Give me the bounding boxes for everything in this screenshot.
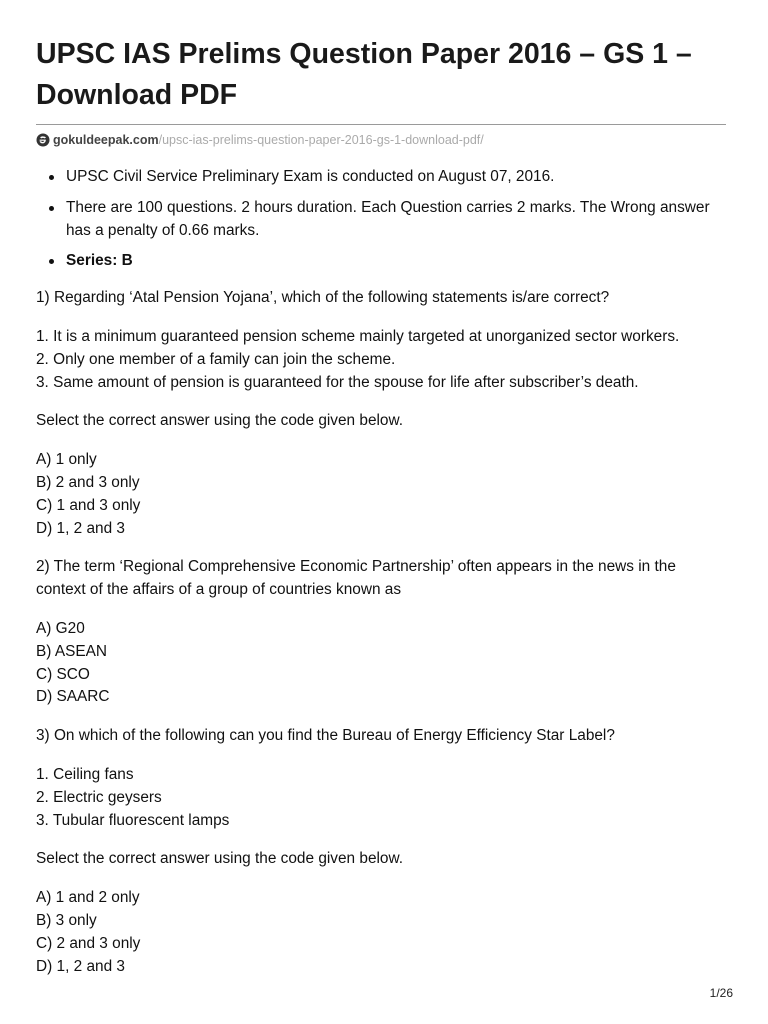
option: A) 1 and 2 only [36, 889, 140, 907]
statement: 2. Only one member of a family can join the scheme. [36, 350, 396, 368]
option: A) 1 only [36, 451, 97, 469]
question-2-options [36, 618, 726, 709]
source-path[interactable]: /upsc-ias-prelims-question-paper-2016-gs-1-download-pdf/ [158, 133, 484, 147]
statement: 1. Ceiling fans [36, 765, 134, 783]
title-line-2: Download PDF [36, 79, 238, 111]
exam-info-list [36, 166, 726, 273]
option: B) 2 and 3 only [36, 473, 140, 491]
question-1-prompt: 1) Regarding ‘Atal Pension Yojana’, which of the following statements is/are correct? [36, 289, 610, 307]
statement: 1. It is a minimum guaranteed pension scheme mainly targeted at unorganized sector workers. [36, 327, 680, 345]
source-url [36, 124, 726, 148]
question-3-prompt: 3) On which of the following can you find the Bureau of Energy Efficiency Star Label? [36, 727, 615, 745]
question-1-options [36, 449, 726, 540]
title-line-1: UPSC IAS Prelims Question Paper 2016 – GS 1 – [36, 38, 692, 70]
question-3-instruction: Select the correct answer using the code given below. [36, 850, 404, 868]
option: A) G20 [36, 619, 85, 637]
option: C) 1 and 3 only [36, 496, 141, 514]
globe-icon [36, 133, 50, 147]
source-domain[interactable]: gokuldeepak.com [53, 133, 159, 147]
option: D) 1, 2 and 3 [36, 519, 125, 537]
option: D) 1, 2 and 3 [36, 957, 125, 975]
document-body [36, 166, 726, 978]
option: C) SCO [36, 665, 90, 683]
option: B) 3 only [36, 911, 97, 929]
option: C) 2 and 3 only [36, 934, 141, 952]
statement: 3. Same amount of pension is guaranteed for the spouse for life after subscriber’s death. [36, 373, 639, 391]
question-3-options [36, 887, 726, 978]
question-1-statements [36, 326, 726, 394]
document-page [36, 34, 726, 994]
page-title [36, 34, 726, 116]
list-item: UPSC Civil Service Preliminary Exam is conducted on August 07, 2016. [36, 166, 726, 189]
question-1-instruction: Select the correct answer using the code given below. [36, 412, 404, 430]
statement: 3. Tubular fluorescent lamps [36, 811, 230, 829]
question-2-prompt: 2) The term ‘Regional Comprehensive Economic Partnership’ often appears in the news in the context of the affairs of a group of countries known as [36, 558, 676, 599]
option: B) ASEAN [36, 642, 107, 660]
statement: 2. Electric geysers [36, 788, 162, 806]
list-item: Series: B [36, 250, 726, 273]
list-item: There are 100 questions. 2 hours duration. Each Question carries 2 marks. The Wrong answer has a penalty of 0.66 marks. [36, 197, 726, 243]
question-3-statements [36, 764, 726, 832]
option: D) SAARC [36, 688, 110, 706]
page-number: 1/26 [709, 986, 733, 1000]
